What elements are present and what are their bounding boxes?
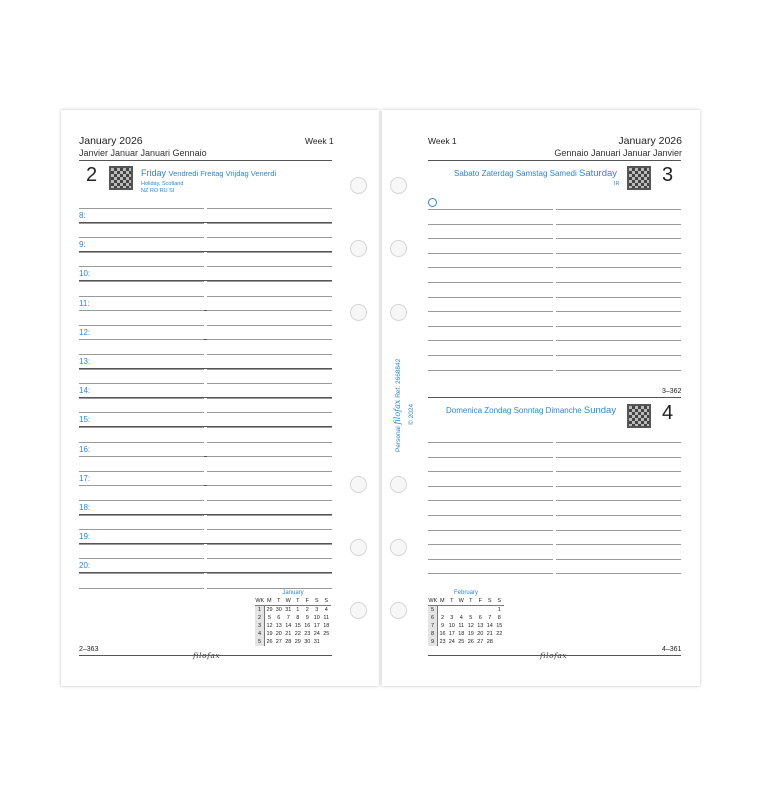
right-header-rule — [428, 160, 681, 161]
calendar-day: 29 — [266, 606, 273, 613]
mini-calendar-header: T — [293, 597, 303, 605]
calendar-day: 27 — [275, 639, 282, 646]
writing-line — [79, 427, 204, 428]
mini-calendar-month: February — [453, 590, 478, 597]
writing-line — [428, 544, 553, 545]
calendar-day: 5 — [267, 614, 272, 621]
writing-line — [207, 573, 332, 574]
calendar-day: 27 — [477, 639, 484, 646]
mini-calendar-header: S — [312, 597, 322, 605]
qr-code-icon — [627, 166, 651, 190]
week-number: 8 — [428, 630, 438, 638]
calendar-day: 21 — [486, 631, 493, 638]
hour-label: 20: — [79, 561, 91, 571]
writing-line — [79, 456, 204, 457]
mini-calendar-month: January — [282, 590, 304, 597]
week-number: 9 — [428, 638, 438, 646]
writing-line — [428, 457, 553, 458]
calendar-day: 15 — [496, 622, 503, 629]
writing-line — [207, 500, 332, 501]
calendar-day: 21 — [285, 631, 292, 638]
mini-calendar-header: WK — [428, 598, 438, 605]
calendar-day: 28 — [486, 639, 493, 646]
writing-line — [428, 530, 553, 531]
calendar-day: 31 — [313, 639, 320, 646]
writing-line — [79, 558, 204, 559]
calendar-day — [322, 638, 332, 646]
writing-line — [428, 515, 553, 516]
mini-calendar-header: S — [495, 597, 505, 605]
writing-line — [207, 442, 332, 443]
writing-line — [207, 252, 332, 253]
writing-line — [428, 486, 553, 487]
writing-line — [428, 224, 553, 225]
calendar-day — [495, 638, 505, 646]
writing-line — [556, 544, 681, 545]
writing-line — [207, 485, 332, 486]
week-number: 5 — [255, 638, 265, 646]
calendar-day: 8 — [497, 614, 501, 621]
calendar-day: 8 — [296, 614, 300, 621]
writing-line — [79, 252, 204, 253]
calendar-day: 13 — [275, 622, 282, 629]
spine-text — [393, 359, 402, 452]
week-number: 4 — [255, 630, 265, 638]
hour-label: 16: — [79, 444, 91, 454]
calendar-day: 15 — [294, 622, 301, 629]
calendar-day: 3 — [315, 606, 319, 613]
writing-line — [79, 500, 204, 501]
writing-line — [207, 529, 332, 530]
writing-line — [556, 340, 681, 341]
writing-line — [207, 296, 332, 297]
mini-calendar-header: W — [457, 597, 467, 605]
right-month-translations: Gennaio Januari Januar Janvier — [554, 148, 682, 158]
calendar-day: 14 — [285, 622, 292, 629]
writing-line — [79, 471, 204, 472]
writing-line — [428, 297, 553, 298]
calendar-day: 9 — [440, 622, 445, 629]
writing-line — [428, 209, 553, 210]
calendar-day — [438, 605, 448, 613]
week-number: 7 — [428, 622, 438, 630]
writing-line — [207, 369, 332, 370]
writing-line — [207, 223, 332, 224]
mini-calendar-header: S — [485, 597, 495, 605]
calendar-day: 17 — [313, 622, 320, 629]
right-brand-logo: filofax — [540, 651, 568, 660]
writing-line — [207, 339, 332, 340]
writing-line — [207, 558, 332, 559]
hour-label: 13: — [79, 357, 91, 366]
calendar-day: 24 — [313, 631, 320, 638]
binder-hole-icon — [350, 304, 367, 321]
writing-line — [556, 471, 681, 472]
mini-calendar-header: M — [265, 597, 275, 605]
calendar-day: 11 — [323, 614, 330, 621]
calendar-day: 30 — [275, 606, 282, 613]
mini-calendar-header: W — [284, 597, 294, 605]
binder-hole-icon — [390, 476, 407, 493]
writing-line — [207, 310, 332, 311]
left-footer-rule — [79, 655, 332, 656]
writing-line — [556, 224, 681, 225]
spine-personal: Personal — [395, 426, 402, 452]
calendar-day: 10 — [448, 622, 455, 629]
calendar-day: 29 — [294, 639, 301, 646]
hour-label: 10: — [79, 269, 91, 279]
week-number: 6 — [428, 614, 438, 622]
writing-line — [556, 530, 681, 531]
calendar-day: 14 — [486, 622, 493, 629]
calendar-day: 26 — [266, 639, 273, 646]
mini-calendar-header: F — [303, 597, 313, 605]
left-week-label: Week 1 — [305, 136, 334, 146]
calendar-day — [447, 605, 457, 613]
writing-line — [207, 354, 332, 355]
writing-line — [79, 442, 204, 443]
qr-code-icon — [109, 166, 133, 190]
calendar-day: 13 — [477, 622, 484, 629]
writing-line — [428, 442, 553, 443]
writing-line — [207, 515, 332, 516]
day-divider-rule — [428, 397, 681, 398]
calendar-day: 4 — [459, 614, 463, 621]
calendar-day: 26 — [467, 639, 474, 646]
calendar-day: 20 — [477, 631, 484, 638]
writing-line — [556, 515, 681, 516]
calendar-day: 3 — [450, 614, 454, 621]
hour-label: 17: — [79, 473, 91, 483]
writing-line — [79, 339, 204, 340]
calendar-day: 5 — [469, 614, 473, 621]
binder-hole-icon — [390, 177, 407, 194]
calendar-day: 28 — [285, 639, 292, 646]
calendar-day: 25 — [323, 631, 330, 638]
binder-hole-icon — [390, 304, 407, 321]
binder-hole-icon — [390, 602, 407, 619]
writing-line — [79, 412, 204, 413]
binder-hole-icon — [350, 539, 367, 556]
writing-line — [207, 325, 332, 326]
calendar-day: 30 — [304, 639, 311, 646]
mini-calendar-header: F — [476, 597, 486, 605]
calendar-day: 19 — [467, 631, 474, 638]
mini-calendar-header: WK — [255, 598, 265, 605]
writing-line — [428, 370, 553, 371]
calendar-day: 12 — [467, 622, 474, 629]
writing-line — [428, 355, 553, 356]
calendar-day: 4 — [324, 606, 328, 613]
writing-line — [428, 471, 553, 472]
left-brand-logo: filofax — [193, 651, 221, 660]
writing-line — [556, 311, 681, 312]
calendar-day: 23 — [439, 639, 446, 646]
writing-line — [79, 515, 204, 516]
writing-line — [79, 529, 204, 530]
writing-line — [556, 297, 681, 298]
hour-label: 14: — [79, 386, 91, 396]
right-week-label: Week 1 — [428, 136, 457, 146]
writing-line — [79, 296, 204, 297]
right-footer-rule — [428, 655, 681, 656]
calendar-day: 25 — [458, 639, 465, 646]
mini-calendar-header: T — [447, 597, 457, 605]
saturday-translations: Sabato Zaterdag Samstag Samedi — [454, 169, 577, 178]
writing-line — [556, 326, 681, 327]
left-day-name: Friday — [141, 168, 167, 178]
qr-code-icon — [627, 404, 651, 428]
left-header-rule — [79, 160, 332, 161]
binder-hole-icon — [350, 476, 367, 493]
spine-ref: Ref. 2668842 — [395, 358, 402, 398]
writing-line — [79, 266, 204, 267]
mini-calendar-february — [428, 589, 504, 646]
moon-phase-icon — [428, 198, 437, 207]
writing-line — [207, 412, 332, 413]
left-month-title: January 2026 — [79, 135, 143, 147]
week-number: 3 — [255, 622, 265, 630]
writing-line — [79, 281, 204, 282]
calendar-day: 7 — [488, 614, 492, 621]
calendar-day — [466, 605, 476, 613]
calendar-day — [457, 605, 467, 613]
hour-label: 19: — [79, 532, 91, 542]
saturday-number: 3 — [662, 164, 674, 186]
calendar-day: 12 — [266, 622, 273, 629]
left-month-translations: Janvier Januar Januari Gennaio — [79, 148, 207, 158]
left-footer-code: 2–363 — [79, 646, 99, 653]
hour-label: 12: — [79, 327, 91, 337]
writing-line — [556, 253, 681, 254]
mini-calendar-header: T — [466, 597, 476, 605]
binder-hole-icon — [350, 240, 367, 257]
writing-line — [556, 370, 681, 371]
calendar-day: 2 — [305, 606, 309, 613]
left-day-heading — [141, 168, 277, 178]
saturday-name: Saturday — [578, 168, 618, 179]
calendar-day: 2 — [440, 614, 445, 621]
calendar-day: 24 — [448, 639, 455, 646]
writing-line — [428, 340, 553, 341]
writing-line — [556, 267, 681, 268]
saturday-heading — [454, 168, 617, 179]
binder-hole-icon — [390, 240, 407, 257]
sunday-number: 4 — [662, 402, 674, 424]
writing-line — [428, 267, 553, 268]
writing-line — [428, 326, 553, 327]
calendar-day: 6 — [478, 614, 482, 621]
writing-line — [207, 471, 332, 472]
calendar-day: 6 — [277, 614, 281, 621]
sunday-name: Sunday — [583, 405, 617, 416]
writing-line — [428, 282, 553, 283]
writing-line — [79, 573, 204, 574]
calendar-day: 22 — [294, 631, 301, 638]
calendar-day: 20 — [275, 631, 282, 638]
sunday-heading — [446, 405, 616, 416]
writing-line — [207, 266, 332, 267]
holiday-label: Holiday, Scotland — [141, 181, 184, 187]
spine-brand: filofax — [393, 399, 402, 425]
mini-calendar-header: S — [322, 597, 332, 605]
writing-line — [556, 457, 681, 458]
calendar-day: 11 — [458, 622, 465, 629]
writing-line — [428, 238, 553, 239]
calendar-day: 19 — [266, 631, 273, 638]
writing-line — [207, 398, 332, 399]
writing-line — [207, 427, 332, 428]
writing-line — [79, 544, 204, 545]
writing-line — [79, 325, 204, 326]
writing-line — [556, 559, 681, 560]
saturday-code: 3–362 — [662, 388, 682, 395]
calendar-day: 16 — [304, 622, 311, 629]
calendar-day: 17 — [448, 631, 455, 638]
calendar-day: 9 — [305, 614, 309, 621]
writing-line — [556, 442, 681, 443]
binder-hole-icon — [390, 539, 407, 556]
calendar-day: 7 — [286, 614, 290, 621]
spine-year: © 2024 — [408, 403, 415, 425]
writing-line — [79, 369, 204, 370]
calendar-day: 18 — [458, 631, 465, 638]
writing-line — [79, 208, 204, 209]
calendar-day: 31 — [285, 606, 292, 613]
writing-line — [207, 544, 332, 545]
writing-line — [79, 237, 204, 238]
calendar-day: 23 — [304, 631, 311, 638]
sunday-translations: Domenica Zondag Sonntag Dimanche — [446, 406, 582, 415]
saturday-country: IR — [614, 181, 620, 187]
calendar-day: 10 — [313, 614, 320, 621]
writing-line — [207, 237, 332, 238]
mini-calendar-header: M — [438, 597, 448, 605]
binder-hole-icon — [350, 602, 367, 619]
writing-line — [79, 383, 204, 384]
writing-line — [428, 559, 553, 560]
mini-calendar-header: T — [274, 597, 284, 605]
hour-label: 11: — [79, 298, 90, 308]
hour-label: 18: — [79, 503, 91, 512]
writing-line — [207, 281, 332, 282]
week-number: 2 — [255, 614, 265, 622]
writing-line — [79, 588, 204, 589]
calendar-day: 1 — [497, 606, 501, 613]
writing-line — [556, 355, 681, 356]
calendar-day: 22 — [496, 631, 503, 638]
hour-label: 15: — [79, 415, 91, 425]
writing-line — [79, 485, 204, 486]
writing-line — [556, 282, 681, 283]
hour-label: 9: — [79, 240, 86, 250]
calendar-day: 18 — [323, 622, 330, 629]
writing-line — [556, 500, 681, 501]
writing-line — [428, 311, 553, 312]
writing-line — [79, 354, 204, 355]
writing-line — [207, 208, 332, 209]
mini-calendar-january — [255, 589, 331, 646]
writing-line — [556, 486, 681, 487]
calendar-day — [485, 605, 495, 613]
writing-line — [207, 383, 332, 384]
writing-line — [428, 500, 553, 501]
writing-line — [428, 573, 553, 574]
holiday-countries: NZ RO RU SI — [141, 188, 175, 194]
writing-line — [556, 573, 681, 574]
writing-line — [207, 456, 332, 457]
writing-line — [79, 223, 204, 224]
week-number: 5 — [428, 605, 438, 613]
calendar-day — [476, 605, 486, 613]
left-day-translations: Vendredi Freitag Vrijdag Venerdì — [168, 169, 277, 178]
week-number: 1 — [255, 605, 265, 613]
binder-hole-icon — [350, 177, 367, 194]
writing-line — [556, 238, 681, 239]
left-day-number: 2 — [86, 164, 98, 186]
writing-line — [79, 310, 204, 311]
right-month-title: January 2026 — [618, 135, 682, 147]
hour-label: 8: — [79, 211, 86, 220]
writing-line — [79, 398, 204, 399]
calendar-day: 1 — [296, 606, 300, 613]
writing-line — [556, 209, 681, 210]
calendar-day: 16 — [439, 631, 446, 638]
right-footer-code: 4–361 — [662, 646, 682, 653]
writing-line — [428, 253, 553, 254]
